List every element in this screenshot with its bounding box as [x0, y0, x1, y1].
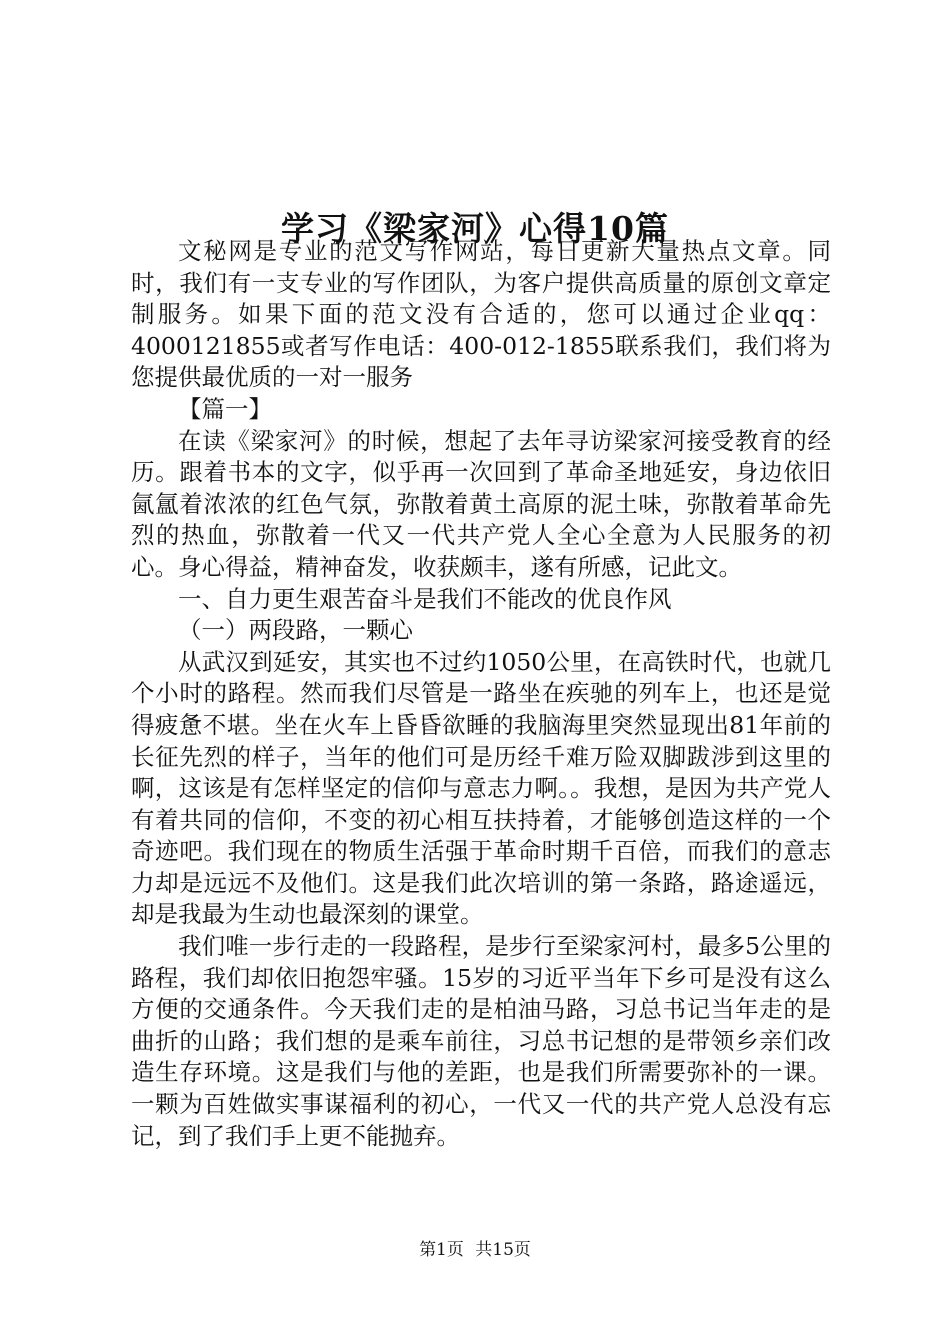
subsection-heading: （一）两段路，一颗心	[178, 616, 413, 645]
page-footer	[0, 1238, 950, 1262]
body-paragraph: 从武汉到延安，其实也不过约1050公里，在高铁时代，也就几个小时的路程。然而我们尽管是一路坐在疾驰的列车上，也还是觉得疲惫不堪。坐在火车上昏昏欲睡的我脑海里突然显现出81年前的长征先烈的样子，当年的他们可是历经千难万险双脚跋涉到这里的啊，这该是有怎样坚定的信仰与意志力啊。。我想，是因为共产党人有着共同的信仰，不变的初心相互扶持着，才能够创造这样的一个奇迹吧。我们现在的物质生活强于革命时期千百倍，而我们的意志力却是远远不及他们。这是我们此次培训的第一条路，路途遥远，却是我最为生动也最深刻的课堂。	[131, 647, 831, 929]
section-heading: 一、自力更生艰苦奋斗是我们不能改的优良作风	[178, 584, 672, 613]
section-label: 【篇一】	[178, 394, 272, 423]
intro-paragraph: 文秘网是专业的范文写作网站，每日更新大量热点文章。同时，我们有一支专业的写作团队，为客户提供高质量的原创文章定制服务。如果下面的范文没有合适的，您可以通过企业qq：4000121855或者写作电话：400-012-1855联系我们，我们将为您提供最优质的一对一服务	[131, 237, 831, 392]
page-total: 共15页	[475, 1240, 531, 1260]
body-paragraph: 在读《梁家河》的时候，想起了去年寻访梁家河接受教育的经历。跟着书本的文字，似乎再一次回到了革命圣地延安，身边依旧氤氲着浓浓的红色气氛，弥散着黄土高原的泥土味，弥散着革命先烈的热血，弥散着一代又一代共产党人全心全意为人民服务的初心。身心得益，精神奋发，收获颇丰，遂有所感，记此文。	[131, 426, 831, 581]
body-paragraph: 我们唯一步行走的一段路程，是步行至梁家河村，最多5公里的路程，我们却依旧抱怨牢骚。15岁的习近平当年下乡可是没有这么方便的交通条件。今天我们走的是柏油马路，习总书记当年走的是曲折的山路；我们想的是乘车前往，习总书记想的是带领乡亲们改造生存环境。这是我们与他的差距，也是我们所需要弥补的一课。一颗为百姓做实事谋福利的初心，一代又一代的共产党人总没有忘记，到了我们手上更不能抛弃。	[131, 932, 831, 1150]
document-title: 学习《梁家河》心得10篇	[281, 209, 669, 249]
page-number: 第1页	[419, 1240, 464, 1260]
document-body	[131, 236, 831, 1152]
